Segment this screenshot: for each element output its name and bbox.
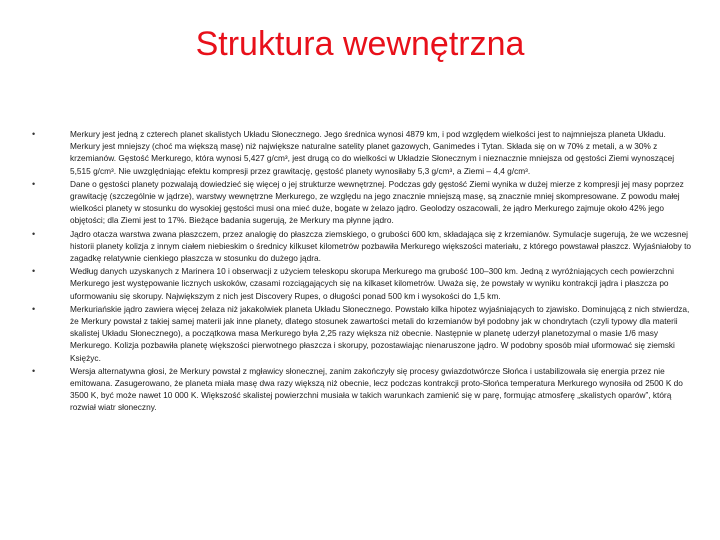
bullet-dot-icon: • — [32, 266, 36, 277]
bullet-list — [32, 128, 692, 415]
bullet-dot-icon: • — [32, 178, 36, 189]
bullet-dot-icon: • — [32, 303, 36, 314]
bullet-item-crust — [32, 265, 692, 302]
bullet-text: Dane o gęstości planety pozwalają dowiedzieć się więcej o jej strukturze wewnętrznej. Podczas gdy gęstość Ziemi wynika w dużej mierze z kompresji jej masy poprzez grawitację (szczególnie w jądrze), warstwy wewnętrzne Merkurego, ze względu na jego znacznie mniejszą masę, są znacznie mniej skompresowane. Z powodu małej wielkości planety w stosunku do wysokiej gęstości musi ona mieć duże, bogate w żelazo jądro. Geolodzy oszacowali, że jądro Merkurego zajmuje około 42% jego objętości; dla Ziemi jest to 17%. Bieżące badania sugerują, że Merkury ma płynne jądro. — [70, 178, 684, 226]
bullet-item-alternative-hypothesis — [32, 365, 692, 414]
bullet-dot-icon: • — [32, 228, 36, 239]
bullet-text: Wersja alternatywna głosi, że Merkury powstał z mgławicy słonecznej, zanim zakończyły się procesy gwiazdotwórcze Słońca i ustabilizowała się energia przez nie emitowana. Zasugerowano, że planeta miała masę dwa razy większą niż obecnie, lecz podczas kontrakcji proto-Słońca temperatura Merkurego wynosiła od 2500 K do 3500 K, być może nawet 10 000 K. Większość skalistej powierzchni musiała w takich warunkach zamienić się w parę, formując atmosferę „skalistych oparów”, którą rozwiał wiatr słoneczny. — [70, 365, 683, 413]
bullet-text: Merkuriańskie jądro zawiera więcej żelaza niż jakakolwiek planeta Układu Słonecznego. Powstało kilka hipotez wyjaśniających to zjawisko. Dominującą z nich stwierdza, że Merkury powstał z takiej samej materii jak inne planety, dlatego stosunek zawartości metali do krzemianów był podobny jak w chondrytach (czyli typowy dla materii skalistej Układu Słonecznego), a początkowa masa Merkurego była 2,25 razy większa niż obecnie. Następnie w planetę uderzył planetozymal o masie 1/6 masy Merkurego. Kolizja pozbawiła planetę większości pierwotnego płaszcza i skorupy, pozostawiając nienaruszone jądro. W podobny sposób miał uformować się ziemski Księżyc. — [70, 303, 690, 363]
bullet-item-composition — [32, 128, 692, 177]
slide-title: Struktura wewnętrzna — [195, 25, 525, 63]
bullet-text: Merkury jest jedną z czterech planet skalistych Układu Słonecznego. Jego średnica wynosi 4879 km, i pod względem wielkości jest to najmniejsza planeta Układu. Merkury jest mniejszy (choć ma większą masę) niż największe naturalne satelity planet gazowych, Ganimedes i Tytan. Składa się on w 70% z metali, a w 30% z krzemianów. Gęstość Merkurego, która wynosi 5,427 g/cm³, jest drugą co do wielkości w Układzie Słonecznym i nieznacznie mniejsza od gęstości Ziemi wynoszącej 5,515 g/cm³. Nie uwzględniając efektu kompresji przez grawitację, gęstość planety wynosiłaby 5,3 g/cm³, a Ziemi – 4,4 g/cm³. — [70, 129, 675, 176]
bullet-text: Jądro otacza warstwa zwana płaszczem, przez analogię do płaszcza ziemskiego, o grubości 600 km, składająca się z krzemianów. Symulacje sugerują, że we wczesnej historii planety kolizja z innym ciałem niebieskim o średnicy kilkuset kilometrów pozbawiła Merkurego większości materiału, z którego powstawał płaszcz. Wyjaśniałoby to zagadkę relatywnie cienkiego płaszcza w stosunku do dużego jądra. — [70, 228, 692, 264]
bullet-text: Według danych uzyskanych z Marinera 10 i obserwacji z użyciem teleskopu skorupa Merkurego ma grubość 100–300 km. Jedną z wyróżniających cech powierzchni Merkurego jest występowanie licznych uskoków, czasami rozciągających się na kilkaset kilometrów. Uważa się, że powstały w wyniku kontrakcji jądra i płaszcza po uformowaniu się skorupy. Największym z nich jest Discovery Rupes, o długości ponad 500 km i wysokości do 1,5 km. — [70, 266, 674, 301]
bullet-item-core-hypothesis — [32, 303, 692, 364]
bullet-dot-icon: • — [32, 129, 36, 139]
bullet-dot-icon: • — [32, 365, 36, 376]
bullet-item-density — [32, 178, 692, 227]
bullet-item-mantle — [32, 228, 692, 265]
